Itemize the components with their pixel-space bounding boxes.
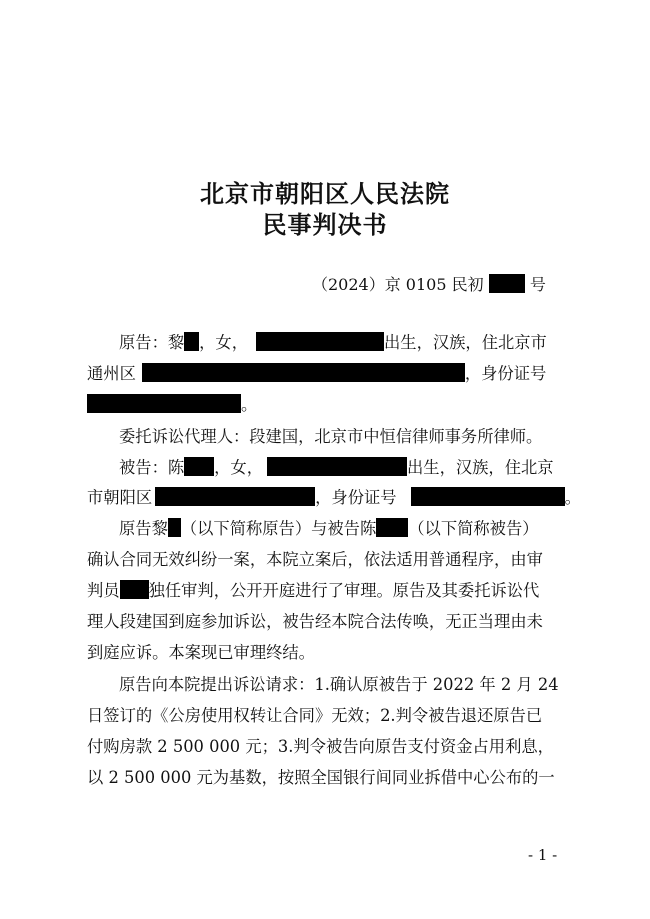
- case-number: [312, 272, 546, 295]
- redaction-block: [411, 487, 565, 506]
- plaintiff-line-1: [119, 331, 547, 355]
- defendant-id-label: ，身份证号: [315, 488, 397, 507]
- plaintiff-line-2: [87, 362, 546, 386]
- p1-text-a: 原告黎: [119, 519, 168, 538]
- document-type-title: 民事判决书: [262, 210, 388, 239]
- p1-text-c: （以下简称被告）: [408, 519, 539, 538]
- plaintiff-born: 出生，汉族，住北京市: [384, 333, 547, 352]
- defendant-born: 出生，汉族，住北京: [407, 458, 554, 477]
- defendant-line-2: [87, 486, 581, 510]
- p1-l3-a: 判员: [87, 581, 120, 600]
- body-line: [87, 579, 539, 603]
- redaction-block: [184, 457, 214, 476]
- body-line: 理人段建国到庭参加诉讼，被告经本院合法传唤，无正当理由未: [87, 612, 543, 631]
- plaintiff-address-label: 通州区: [87, 364, 136, 383]
- body-line: 原告向本院提出诉讼请求：1.确认原被告于 2022 年 2 月 24: [119, 675, 559, 694]
- court-title: 北京市朝阳区人民法院: [200, 179, 450, 208]
- redaction-block: [142, 363, 465, 382]
- body-line: 到庭应诉。本案现已审理终结。: [87, 643, 315, 662]
- defendant-label: 被告：陈: [119, 458, 185, 477]
- body-line: [119, 517, 539, 541]
- plaintiff-gender: ，女，: [199, 333, 248, 352]
- defendant-gender: ，女，: [214, 458, 263, 477]
- plaintiff-end: 。: [241, 395, 258, 414]
- case-number-prefix: （2024）京 0105 民初: [312, 275, 484, 294]
- redaction-block: [168, 518, 181, 537]
- plaintiff-label: 原告：黎: [119, 333, 185, 352]
- defendant-end: 。: [564, 488, 581, 507]
- agent-line: 委托诉讼代理人：段建国，北京市中恒信律师事务所律师。: [119, 427, 543, 446]
- p1-text-b: （以下简称原告）与被告陈: [180, 519, 377, 538]
- redaction-block: [489, 274, 525, 293]
- redaction-block: [87, 394, 241, 413]
- p1-l3-b: 独任审判，公开开庭进行了审理。原告及其委托诉讼代: [148, 581, 540, 600]
- page-number: - 1 -: [528, 846, 558, 864]
- body-line: 日签订的《公房使用权转让合同》无效；2.判令被告退还原告已: [87, 706, 543, 725]
- redaction-block: [267, 457, 407, 476]
- body-line: 以 2 500 000 元为基数，按照全国银行间同业拆借中心公布的一: [87, 768, 555, 787]
- redaction-block: [184, 332, 199, 351]
- defendant-line-1: [119, 456, 554, 480]
- body-line: 确认合同无效纠纷一案，本院立案后，依法适用普通程序，由审: [87, 550, 543, 569]
- redaction-block: [376, 518, 408, 537]
- defendant-address-label: 市朝阳区: [87, 488, 153, 507]
- case-number-suffix: 号: [529, 275, 546, 294]
- body-line: 付购房款 2 500 000 元；3.判令被告向原告支付资金占用利息，: [87, 737, 554, 756]
- plaintiff-id-label: ，身份证号: [464, 364, 547, 383]
- plaintiff-line-3: [87, 393, 257, 417]
- redaction-block: [256, 332, 384, 351]
- redaction-block: [155, 487, 315, 506]
- redaction-block: [120, 580, 149, 599]
